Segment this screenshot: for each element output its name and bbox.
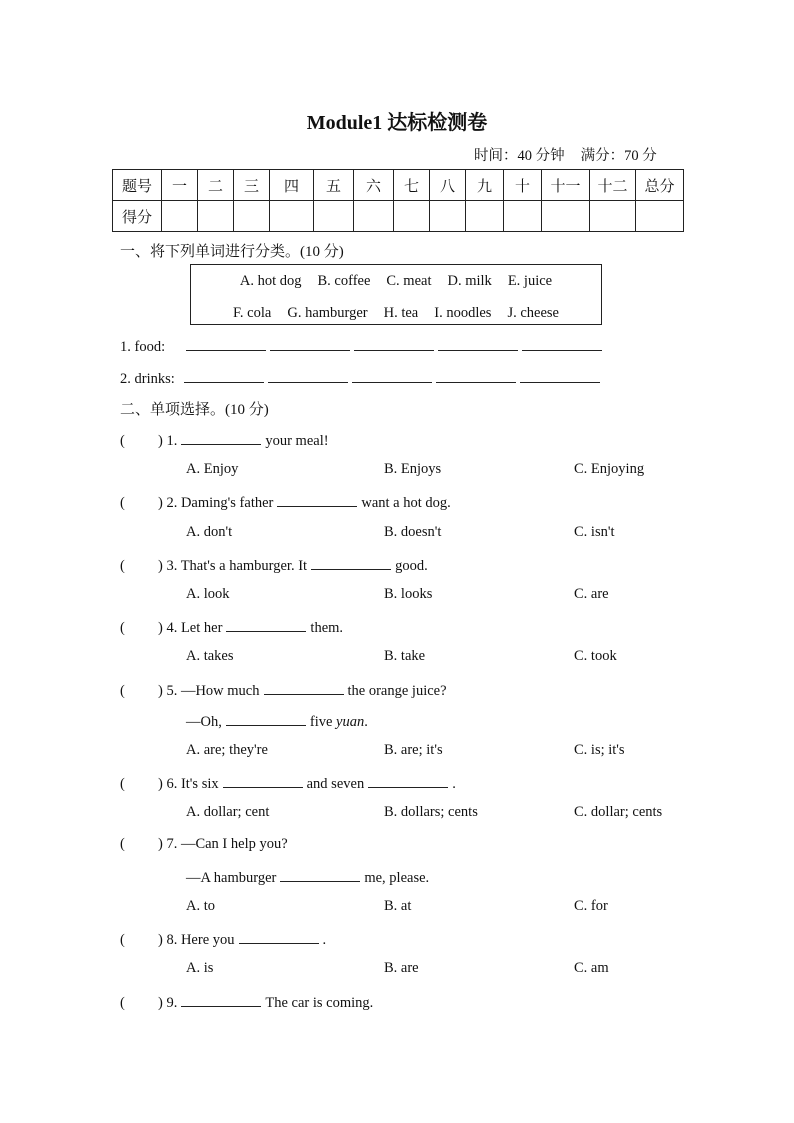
question-text: the orange juice?: [347, 683, 447, 699]
word-option: H. tea: [383, 305, 419, 321]
word-option: D. milk: [447, 273, 492, 289]
option-b[interactable]: B. are: [384, 960, 419, 976]
question-text: .: [322, 932, 327, 948]
option-b[interactable]: B. take: [384, 648, 426, 664]
option-a[interactable]: A. Enjoy: [186, 461, 239, 477]
score-table-cell: 题号: [113, 170, 162, 201]
question-text: want a hot dog.: [361, 495, 451, 511]
answer-blank[interactable]: [226, 711, 306, 726]
question-text: ) 5. —How much: [158, 683, 260, 699]
score-table-score-row: [113, 201, 684, 232]
question-7: [120, 836, 288, 853]
option-a[interactable]: A. to: [186, 898, 215, 914]
answer-blank[interactable]: [226, 617, 306, 632]
word-option: E. juice: [507, 273, 553, 289]
question-text: .: [364, 714, 368, 730]
word-option: F. cola: [233, 305, 272, 321]
answer-paren[interactable]: (: [120, 776, 125, 792]
score-input-cell[interactable]: [198, 201, 234, 232]
question-text: your meal!: [265, 433, 329, 449]
answer-blank[interactable]: [352, 368, 432, 383]
score-row-label: 得分: [113, 201, 162, 232]
question-9: [120, 992, 373, 1012]
score-table-cell: 十二: [590, 170, 636, 201]
option-a[interactable]: A. are; they're: [186, 742, 268, 758]
answer-blank[interactable]: [181, 430, 261, 445]
question-text: ) 7. —Can I help you?: [158, 836, 288, 852]
option-c[interactable]: C. for: [574, 898, 608, 914]
word-row: [191, 305, 601, 322]
word-option: A. hot dog: [239, 273, 302, 289]
score-table-cell: 一: [162, 170, 198, 201]
question-text: good.: [395, 558, 428, 574]
score-table-cell: 十: [504, 170, 542, 201]
question-text: —A hamburger: [186, 870, 277, 886]
question-text: ) 4. Let her: [158, 620, 223, 636]
question-3: [120, 555, 428, 575]
answer-blank[interactable]: [354, 336, 434, 351]
option-b[interactable]: B. looks: [384, 586, 433, 602]
question-2: [120, 492, 451, 512]
answer-paren[interactable]: (: [120, 932, 125, 948]
answer-blank[interactable]: [223, 773, 303, 788]
option-b[interactable]: B. are; it's: [384, 742, 443, 758]
score-input-cell[interactable]: [162, 201, 198, 232]
question-number: ) 1.: [158, 433, 178, 449]
option-a[interactable]: A. is: [186, 960, 214, 976]
score-input-cell[interactable]: [270, 201, 314, 232]
option-c[interactable]: C. isn't: [574, 524, 615, 540]
option-b[interactable]: B. doesn't: [384, 524, 442, 540]
score-table-cell: 总分: [636, 170, 684, 201]
answer-blank[interactable]: [311, 555, 391, 570]
page-title: Module1 达标检测卷: [306, 112, 488, 134]
drinks-line: [120, 368, 604, 388]
answer-paren[interactable]: (: [120, 683, 125, 699]
food-line: [120, 336, 606, 356]
score-input-cell[interactable]: [394, 201, 430, 232]
full-score: 满分：70 分: [580, 148, 657, 164]
word-option: C. meat: [386, 273, 432, 289]
option-c[interactable]: C. dollar; cents: [574, 804, 663, 820]
answer-blank[interactable]: [522, 336, 602, 351]
answer-paren[interactable]: (: [120, 836, 125, 852]
answer-paren[interactable]: (: [120, 995, 125, 1011]
option-c[interactable]: C. Enjoying: [574, 461, 645, 477]
score-input-cell[interactable]: [636, 201, 684, 232]
answer-blank[interactable]: [268, 368, 348, 383]
option-c[interactable]: C. took: [574, 648, 617, 664]
score-input-cell[interactable]: [234, 201, 270, 232]
option-b[interactable]: B. dollars; cents: [384, 804, 478, 820]
question-text: ) 2. Daming's father: [158, 495, 274, 511]
score-table-cell: 七: [394, 170, 430, 201]
question-text: them.: [310, 620, 344, 636]
option-a[interactable]: A. look: [186, 586, 230, 602]
option-c[interactable]: C. am: [574, 960, 609, 976]
score-table-cell: 十一: [542, 170, 590, 201]
question-4: [120, 617, 343, 637]
answer-blank[interactable]: [520, 368, 600, 383]
question-7-line2: [186, 867, 429, 887]
option-b[interactable]: B. Enjoys: [384, 461, 442, 477]
option-c[interactable]: C. are: [574, 586, 609, 602]
score-table-cell: 二: [198, 170, 234, 201]
answer-blank[interactable]: [277, 492, 357, 507]
question-text: ) 6. It's six: [158, 776, 219, 792]
option-b[interactable]: B. at: [384, 898, 412, 914]
answer-paren[interactable]: (: [120, 495, 125, 511]
score-table-header-row: [113, 170, 684, 201]
answer-paren[interactable]: (: [120, 620, 125, 636]
section2-heading: 二、单项选择。(10 分): [120, 402, 269, 418]
option-a[interactable]: A. dollar; cent: [186, 804, 270, 820]
answer-blank[interactable]: [186, 336, 266, 351]
question-6: [120, 773, 456, 793]
section1-heading: 一、将下列单词进行分类。(10 分): [120, 244, 344, 260]
question-text: ) 3. That's a hamburger. It: [158, 558, 308, 574]
time-info: [474, 144, 657, 165]
question-8: [120, 929, 326, 949]
score-input-cell[interactable]: [504, 201, 542, 232]
time-limit: 时间：40 分钟: [474, 148, 565, 164]
score-table-cell: 五: [314, 170, 354, 201]
word-box: [190, 264, 602, 325]
option-c[interactable]: C. is; it's: [574, 742, 625, 758]
question-text: yuan: [336, 714, 365, 730]
answer-paren[interactable]: (: [120, 433, 125, 449]
score-table-cell: 八: [430, 170, 466, 201]
word-option: B. coffee: [317, 273, 371, 289]
answer-blank[interactable]: [184, 368, 264, 383]
question-text: ) 8. Here you: [158, 932, 235, 948]
word-row: [191, 273, 601, 290]
question-text: five: [309, 714, 333, 730]
question-text: ) 9.: [158, 995, 178, 1011]
answer-blank[interactable]: [368, 773, 448, 788]
question-5-line2: [186, 711, 368, 731]
answer-blank[interactable]: [436, 368, 516, 383]
question-text: The car is coming.: [265, 995, 374, 1011]
answer-blank[interactable]: [270, 336, 350, 351]
answer-paren[interactable]: (: [120, 558, 125, 574]
question-text: and seven: [306, 776, 365, 792]
score-table: [112, 169, 684, 232]
food-label: 1. food:: [120, 339, 166, 355]
drinks-label: 2. drinks:: [120, 371, 175, 387]
answer-blank[interactable]: [181, 992, 261, 1007]
answer-blank[interactable]: [438, 336, 518, 351]
score-table-cell: 三: [234, 170, 270, 201]
score-table-cell: 四: [270, 170, 314, 201]
word-option: I. noodles: [434, 305, 492, 321]
score-table-cell: 六: [354, 170, 394, 201]
score-input-cell[interactable]: [314, 201, 354, 232]
word-option: G. hamburger: [287, 305, 368, 321]
score-input-cell[interactable]: [466, 201, 504, 232]
question-text: —Oh,: [186, 714, 222, 730]
question-5: [120, 680, 447, 700]
score-table-cell: 九: [466, 170, 504, 201]
answer-blank[interactable]: [239, 929, 319, 944]
score-input-cell[interactable]: [590, 201, 636, 232]
answer-blank[interactable]: [264, 680, 344, 695]
question-1: [120, 430, 329, 450]
score-input-cell[interactable]: [354, 201, 394, 232]
word-option: J. cheese: [507, 305, 559, 321]
answer-blank[interactable]: [280, 867, 360, 882]
option-a[interactable]: A. don't: [186, 524, 233, 540]
score-input-cell[interactable]: [430, 201, 466, 232]
question-text: .: [452, 776, 456, 792]
score-input-cell[interactable]: [542, 201, 590, 232]
option-a[interactable]: A. takes: [186, 648, 234, 664]
question-text: me, please.: [364, 870, 430, 886]
